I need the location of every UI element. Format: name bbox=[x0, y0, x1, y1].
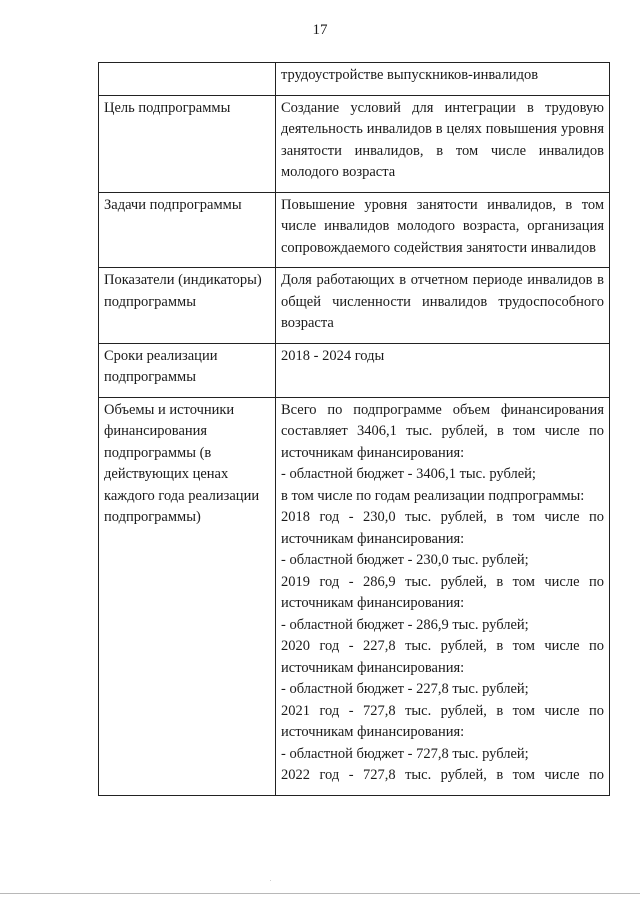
financing-line: 2019 год - 286,9 тыс. рублей, в том числе по bbox=[281, 573, 604, 590]
row-value: 2018 - 2024 годы bbox=[276, 343, 610, 397]
table-row bbox=[99, 268, 610, 344]
financing-line: - областной бюджет - 286,9 тыс. рублей; bbox=[281, 616, 529, 633]
page-bottom-rule bbox=[0, 893, 640, 894]
row-label: Сроки реализации подпрограммы bbox=[99, 343, 276, 397]
financing-line: в том числе по годам реализации подпрограммы: bbox=[281, 487, 585, 504]
table-row bbox=[99, 192, 610, 268]
row-label: Объемы и источники финансирования подпрограммы (в действующих ценах каждого года реализации подпрограммы) bbox=[99, 397, 276, 795]
financing-line: - областной бюджет - 3406,1 тыс. рублей; bbox=[281, 466, 536, 482]
row-label: Показатели (индикаторы) подпрограммы bbox=[99, 268, 276, 344]
financing-line: - областной бюджет - 227,8 тыс. рублей; bbox=[281, 681, 529, 697]
row-value: Создание условий для интеграции в трудовую деятельность инвалидов в целях повышения уровня занятости инвалидов, в том числе инвалидов молодого возраста bbox=[276, 95, 610, 192]
row-label: Цель подпрограммы bbox=[99, 95, 276, 192]
financing-line: 2021 год - 727,8 тыс. рублей, в том числе по bbox=[281, 702, 604, 719]
financing-line: 2018 год - 230,0 тыс. рублей, в том числе по bbox=[281, 509, 604, 525]
financing-line: источникам финансирования: bbox=[281, 530, 465, 547]
scan-speck bbox=[270, 880, 271, 881]
financing-line: источникам финансирования: bbox=[281, 444, 465, 461]
table-row bbox=[99, 63, 610, 96]
financing-line: - областной бюджет - 230,0 тыс. рублей; bbox=[281, 552, 529, 568]
row-label: Задачи подпрограммы bbox=[99, 192, 276, 268]
table-row bbox=[99, 343, 610, 397]
row-value: Доля работающих в отчетном периоде инвалидов в общей численности инвалидов трудоспособного возраста bbox=[276, 268, 610, 344]
page-number: 17 bbox=[312, 22, 328, 38]
row-label bbox=[99, 63, 276, 96]
financing-line: источникам финансирования: bbox=[281, 595, 465, 611]
table-row bbox=[99, 397, 610, 795]
table-row bbox=[99, 95, 610, 192]
financing-line: Всего по подпрограмме объем финансирования bbox=[281, 401, 604, 418]
financing-line: источникам финансирования: bbox=[281, 659, 465, 676]
financing-line: 2020 год - 227,8 тыс. рублей, в том числе по bbox=[281, 638, 604, 654]
financing-line: источникам финансирования: bbox=[281, 724, 465, 740]
financing-line: 2022 год - 727,8 тыс. рублей, в том числе по bbox=[281, 767, 604, 783]
row-value: трудоустройстве выпускников-инвалидов bbox=[276, 63, 610, 96]
subprogram-passport-table bbox=[98, 62, 610, 796]
financing-line: составляет 3406,1 тыс. рублей, в том числе по bbox=[281, 423, 604, 439]
financing-line: - областной бюджет - 727,8 тыс. рублей; bbox=[281, 745, 529, 762]
row-value: Повышение уровня занятости инвалидов, в том числе инвалидов молодого возраста, организация сопровождаемого содействия занятости инвалидов bbox=[276, 192, 610, 268]
financing-details bbox=[276, 397, 610, 795]
